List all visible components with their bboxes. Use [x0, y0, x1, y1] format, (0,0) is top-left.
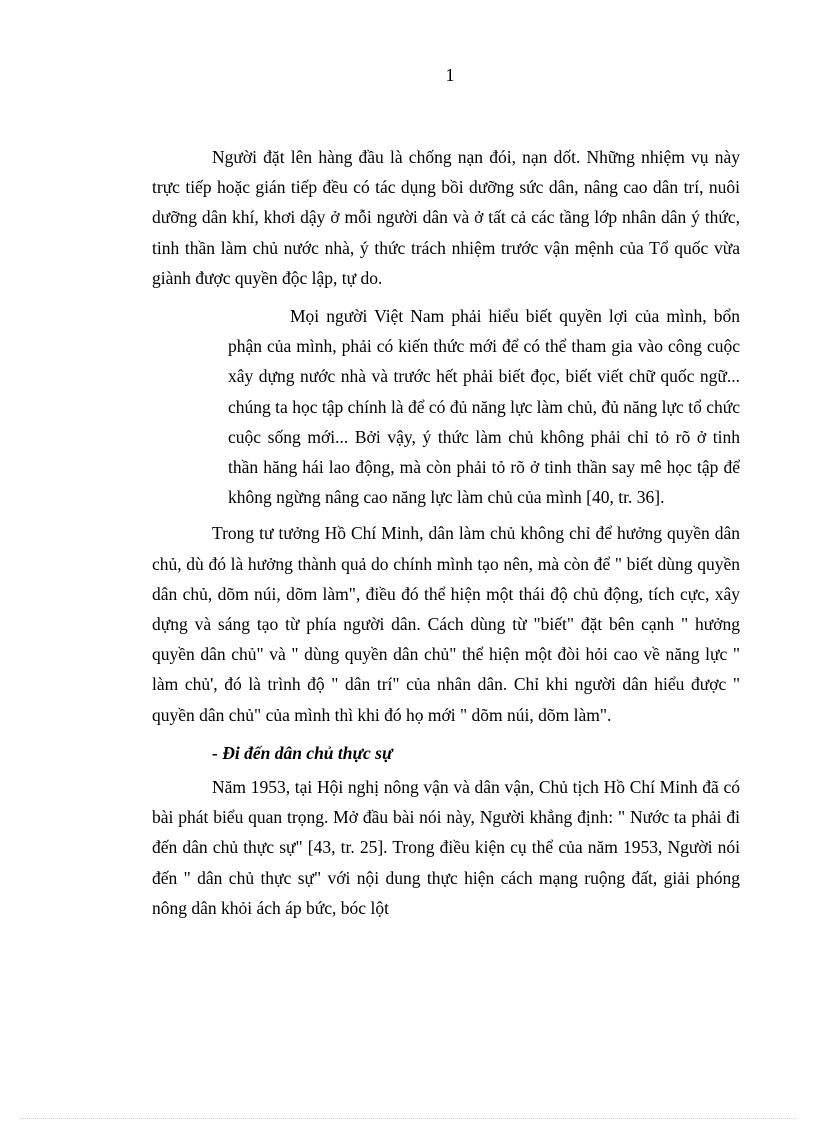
- block-quote: Mọi người Việt Nam phải hiểu biết quyền lợi của mình, bổn phận của mình, phải có kiến thức mới để có thể tham gia vào công cuộc xây dựng nước nhà và trước hết phải biết đọc, biết viết chữ quốc ngữ... chúng ta học tập chính là để có đủ năng lực làm chủ, đủ năng lực tổ chức cuộc sống mới... Bởi vậy, ý thức làm chủ không phải chỉ tỏ rõ ở tinh thần hăng hái lao động, mà còn phải tỏ rõ ở tinh thần say mê học tập để không ngừng nâng cao năng lực làm chủ của mình [40, tr. 36].: [228, 306, 740, 508]
- paragraph-1: Người đặt lên hàng đầu là chống nạn đói, nạn dốt. Những nhiệm vụ này trực tiếp hoặc gián tiếp đều có tác dụng bồi dưỡng sức dân, nâng cao dân trí, nuôi dưỡng dân khí, khơi dậy ở mỗi người dân và ở tất cả các tầng lớp nhân dân ý thức, tinh thần làm chủ nước nhà, ý thức trách nhiệm trước vận mệnh của Tổ quốc vừa giành được quyền độc lập, tự do.: [152, 147, 740, 288]
- section-heading: - Đi đến dân chủ thực sự: [212, 742, 393, 763]
- paragraph-2: Trong tư tưởng Hồ Chí Minh, dân làm chủ không chỉ để hưởng quyền dân chủ, dù đó là hưởng thành quả do chính mình tạo nên, mà còn để " biết dùng quyền dân chủ, dõm núi, dõm làm", điều đó thể hiện một thái độ chủ động, tích cực, xây dựng và sáng tạo từ phía người dân. Cách dùng từ "biết" đặt bên cạnh " hưởng quyền dân chủ" và " dùng quyền dân chủ" thể hiện một đòi hỏi cao về năng lực " làm chủ', đó là trình độ " dân trí" của nhân dân. Chỉ khi người dân hiểu được " quyền dân chủ" của mình thì khi đó họ mới " dõm núi, dõm làm".: [152, 523, 740, 725]
- document-body: [152, 142, 740, 923]
- spacer: [152, 293, 740, 299]
- page-number: 1: [445, 65, 455, 85]
- page-bottom-divider: [20, 1118, 796, 1119]
- paragraph-3: Năm 1953, tại Hội nghị nông vận và dân vận, Chủ tịch Hồ Chí Minh đã có bài phát biểu quan trọng. Mở đầu bài nói này, Người khẳng định: " Nước ta phải đi đến dân chủ thực sự" [43, tr. 25]. Trong điều kiện cụ thể của năm 1953, Người nói đến " dân chủ thực sự" với nội dung thực hiện cách mạng ruộng đất, giải phóng nông dân khỏi ách áp bức, bóc lột: [152, 777, 740, 918]
- spacer: [152, 730, 740, 736]
